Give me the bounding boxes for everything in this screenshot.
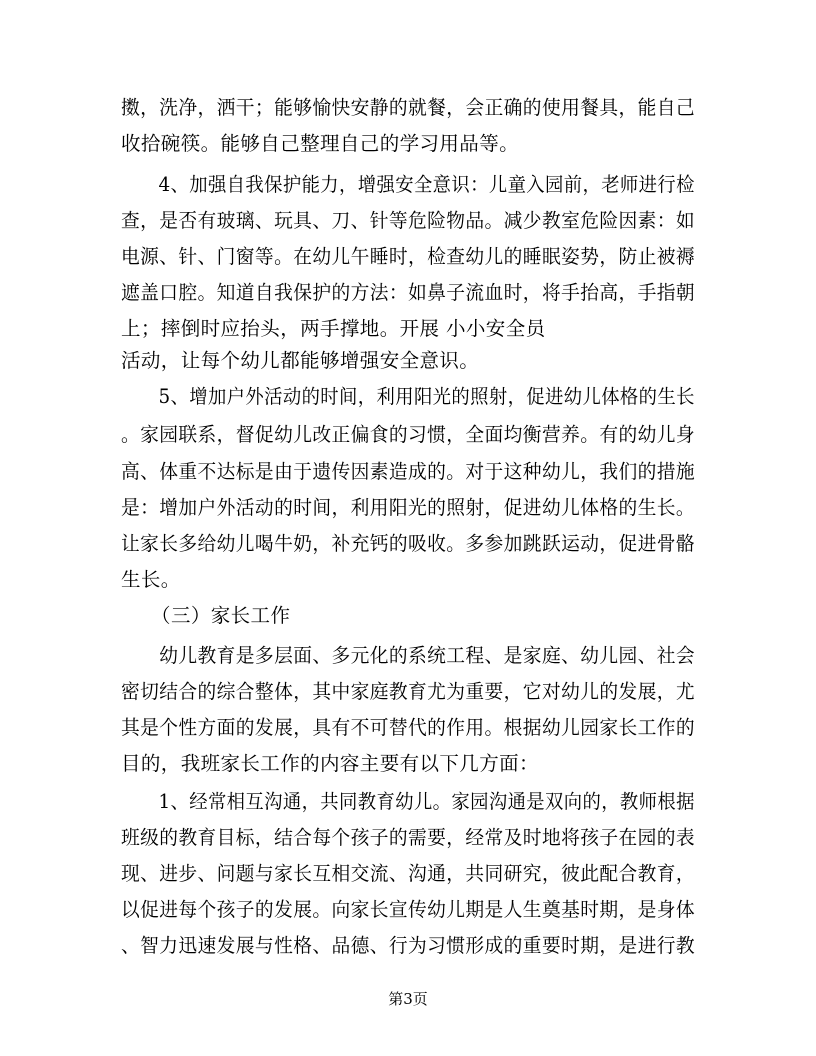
text-line: 高、体重不达标是由于遗传因素造成的。对于这种幼儿，我们的措施 <box>121 460 696 483</box>
text-line: 密切结合的综合整体，其中家庭教育尤为重要，它对幼儿的发展，尤 <box>121 680 696 703</box>
text-line: 目的，我班家长工作的内容主要有以下几方面： <box>121 752 539 775</box>
text-line: 收拾碗筷。能够自己整理自己的学习用品等。 <box>121 132 520 155</box>
text-line: 擞，洗净，洒干；能够愉快安静的就餐，会正确的使用餐具，能自己 <box>121 96 696 119</box>
text-line: 幼儿教育是多层面、多元化的系统工程、是家庭、幼儿园、社会 <box>121 644 696 667</box>
text-line: 现、进步、问题与家长互相交流、沟通，共同研究，彼此配合教育， <box>121 862 696 885</box>
text-line: 班级的教育目标，结合每个孩子的需要，经常及时地将孩子在园的表 <box>121 826 696 849</box>
text-line: 。家园联系，督促幼儿改正偏食的习惯，全面均衡营养。有的幼儿身 <box>121 423 696 446</box>
text-line: 电源、针、门窗等。在幼儿午睡时，检查幼儿的睡眠姿势，防止被褥 <box>121 245 696 268</box>
text-line: 4、加强自我保护能力，增强安全意识：儿童入园前，老师进行检 <box>121 173 695 196</box>
text-line: 生长。 <box>121 568 181 591</box>
text-line: 让家长多给幼儿喝牛奶，补充钙的吸收。多参加跳跃运动，促进骨骼 <box>121 532 696 555</box>
text-line: 以促进每个孩子的发展。向家长宣传幼儿期是人生奠基时期，是身体 <box>121 898 696 921</box>
page-number: 第3页 <box>388 990 428 1008</box>
text-line: 上；摔倒时应抬头，两手撑地。开展 小小安全员 <box>121 317 546 340</box>
text-line: 其是个性方面的发展，具有不可替代的作用。根据幼儿园家长工作的 <box>121 716 696 739</box>
text-line: 查，是否有玻璃、玩具、刀、针等危险物品。减少教室危险因素：如 <box>121 209 696 232</box>
text-line: 、智力迅速发展与性格、品德、行为习惯形成的重要时期，是进行教 <box>121 934 696 957</box>
text-line: 5、增加户外活动的时间，利用阳光的照射，促进幼儿体格的生长 <box>121 385 695 408</box>
text-line: 活动，让每个幼儿都能够增强安全意识。 <box>121 349 480 372</box>
text-line: 1、经常相互沟通，共同教育幼儿。家园沟通是双向的，教师根据 <box>121 790 695 813</box>
section-heading: （三）家长工作 <box>121 604 291 627</box>
text-line: 遮盖口腔。知道自我保护的方法：如鼻子流血时，将手抬高，手指朝 <box>121 281 696 304</box>
text-line: 是：增加户外活动的时间，利用阳光的照射，促进幼儿体格的生长。 <box>121 496 696 519</box>
